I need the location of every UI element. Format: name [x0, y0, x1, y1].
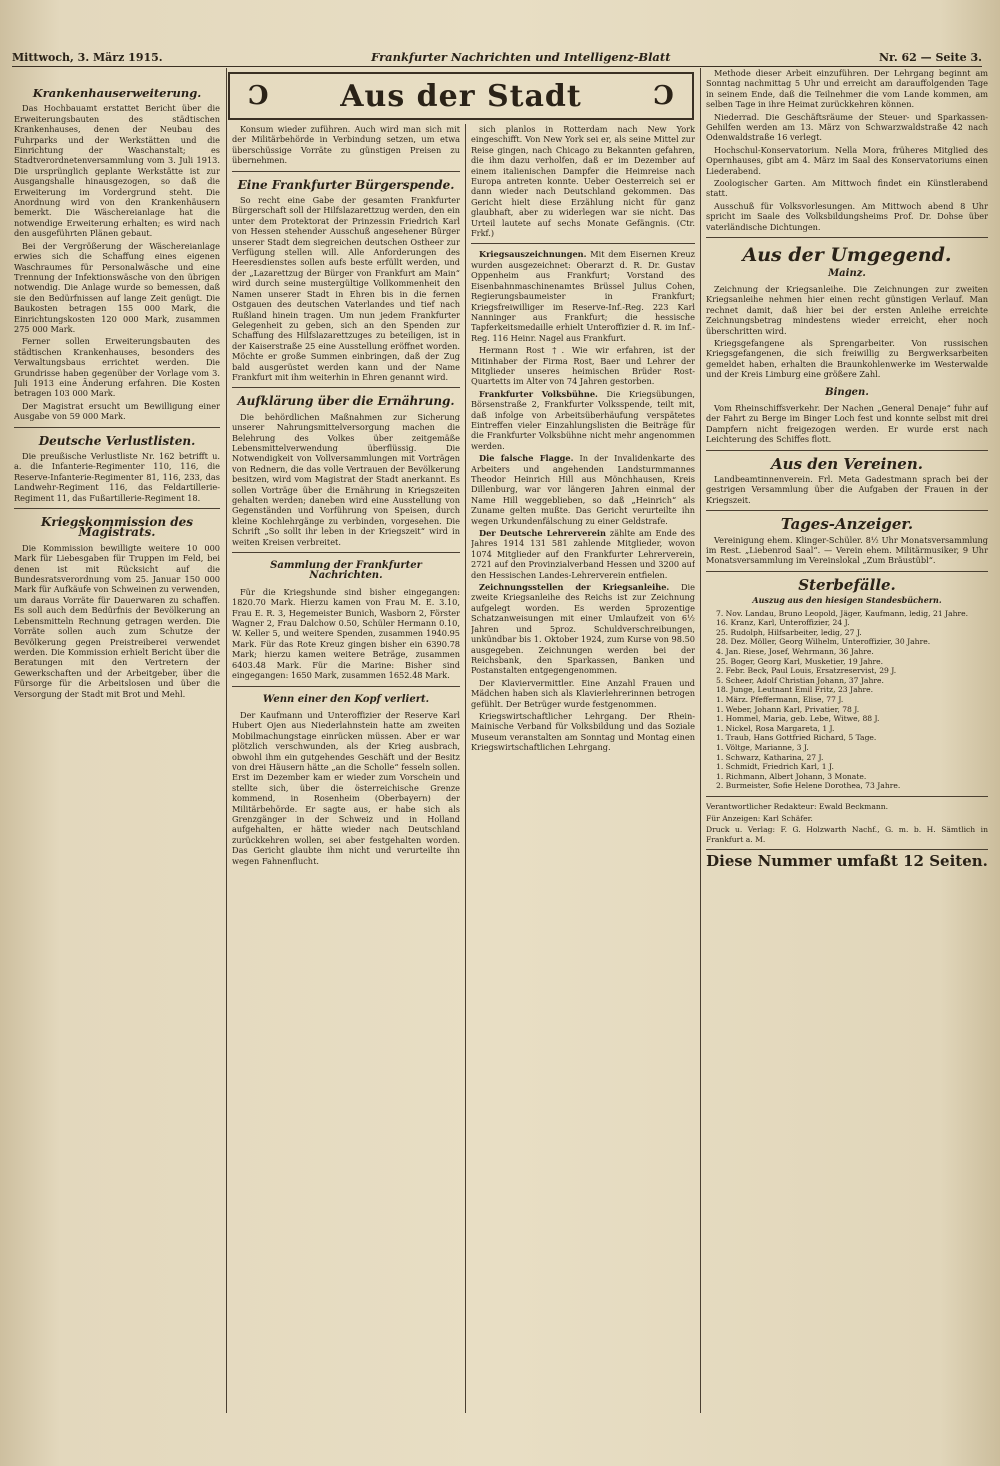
subheading: Bingen.: [825, 386, 869, 398]
article-heading: Aufklärung über die Ernährung.: [237, 394, 455, 409]
article-text: Bei der Vergrößerung der Wäschereianlage erwies sich die Schaffung eines eigenen Waschraumes für Personalwäsche und eine Trennung der Infektionswäsche von den übrigen notwendig. Die Anlage wurde so bemessen, daß sie den Bedürfnissen auf lange Zeit genügt. Die Baukosten betragen 155 000 Mark, die Einrichtungskosten 120 000 Mark, zusammen 275 000 Mark.: [14, 240, 220, 334]
column-3: [471, 124, 695, 1413]
death-entry: 16. Kranz, Karl, Unteroffizier, 24 J.: [716, 618, 850, 628]
divider: [232, 387, 460, 388]
article-text: Hochschul-Konservatorium. Nella Mora, früheres Mitglied des Opernhauses, gibt am 4. März im Saal des Konservatoriums einen Liederabend.: [706, 144, 988, 176]
header-date: Mittwoch, 3. März 1915.: [12, 51, 163, 64]
imprint: Verantwortlicher Redakteur: Ewald Beckmann.: [706, 801, 889, 811]
death-entry: 1. Traub, Hans Gottfried Richard, 5 Tage.: [716, 733, 877, 743]
article-heading: Frankfurter Volksbühne.: [479, 388, 598, 399]
divider: [706, 849, 988, 850]
ornament-left-icon: Ɔ: [248, 81, 269, 111]
article-text: Ausschuß für Volksvorlesungen. Am Mittwoch abend 8 Uhr spricht im Saale des Volksbildungsheims Prof. Dr. Dohse über vaterländische Dichtungen.: [706, 200, 988, 232]
article-text: Der Kaufmann und Unteroffizier der Reserve Karl Hubert Ojen aus Niederlahnstein hatte am zweiten Mobilmachungstage einrücken müssen. Aber er war plötzlich verschwunden, als der Krieg ausbrach, obwohl ihm ein gutgehendes Geschäft und der Besitz von drei Häusern hätte „an die Scholle“ fesseln sollen. Erst im Dezember kam er wieder zum Vorschein und stellte sich, über die österreichische Grenze kommend, in Rosenheim (Oberbayern) der Militärbehörde. Er sagte aus, er habe sich als Grenzgänger in der Schweiz und in Holland aufgehalten, er hätte wieder nach Deutschland zurückkehren wollen, sei aber festgehalten worden. Das Gericht glaubte ihm nicht und verurteilte ihn wegen Fahnenflucht.: [232, 709, 460, 866]
article-text: Kriegsgefangene als Sprengarbeiter. Von russischen Kriegsgefangenen, die sich freiwillig zu Bergwerksarbeiten gemeldet haben, erhalten die Braunkohlenwerke im Westerwalde und der Kreis Limburg eine größere Zahl.: [706, 337, 988, 380]
imprint: Für Anzeigen: Karl Schäfer.: [706, 813, 813, 823]
article-heading: Die falsche Flagge.: [479, 453, 574, 464]
masthead: Frankfurter Nachrichten und Intelligenz-Blatt: [371, 50, 671, 64]
page-number: Nr. 62 — Seite 3.: [879, 51, 982, 64]
death-entry: 1. Schwarz, Katharina, 27 J.: [716, 752, 824, 762]
article-text: Für die Kriegshunde sind bisher eingegangen: 1820.70 Mark. Hierzu kamen von Frau M. E. 3.10, Frau E. R. 3, Hegemeister Bunich, Wasborn 2, Förster Wagner 2, Frau Dalchow 0.50, Schüler Hermann 0.10, W. Keller 5, und weitere Spenden, zusammen 1940.95 Mark. Für das Rote Kreuz gingen bisher ein 6390.78 Mark; hierzu kamen weitere Beträge, zusammen 6403.48 Mark. Für die Marine: Bisher sind eingegangen: 1650 Mark, zusammen 1652.48 Mark.: [232, 586, 460, 681]
imprint: Druck u. Verlag: F. G. Holzwarth Nachf., G. m. b. H. Sämtlich in Frankfurt a. M.: [706, 825, 988, 844]
article-heading: Sammlung der Frankfurter Nachrichten.: [270, 560, 422, 582]
divider: [232, 686, 460, 687]
subheading: Auszug aus den hiesigen Standesbüchern.: [752, 595, 942, 606]
column-1: [14, 68, 220, 1413]
column-4: [706, 68, 988, 1413]
article-text: Landbeamtinnenverein. Frl. Meta Gadestmann sprach bei der gestrigen Versammlung über die Aufgaben der Frauen in der Kriegszeit.: [706, 474, 988, 505]
section-heading: Aus der Umgegend.: [742, 244, 952, 267]
death-list: [706, 609, 988, 791]
divider: [14, 508, 220, 509]
page-count-note: Diese Nummer umfaßt 12 Seiten.: [706, 852, 988, 871]
article-heading: Der Deutsche Lehrerverein: [479, 528, 606, 539]
death-entry: 4. Jan. Riese, Josef, Wehrmann, 36 Jahre.: [716, 647, 874, 657]
article-text: Die zweite Kriegsanleihe des Reichs ist zur Zeichnung aufgelegt worden. Es werden 5prozentige Schatzanweisungen mit einer Umlaufzeit von 6½ Jahren und 5proz. Schuldverschreibungen, unkündbar bis 1. Oktober 1924, zum Kurse von 98.50 ausgegeben. Zeichnungen werden bei der Reichsbank, den Sparkassen, Banken und Postanstalten entgegengenommen.: [471, 582, 695, 676]
article-text: Das Hochbauamt erstattet Bericht über die Erweiterungsbauten des städtischen Krankenhauses, denen der Neubau des Fuhrparks und der Werkstätten und die Einrichtung der Waschanstalt; es Stadtverordnetenversammlung vom 3. Juli 1913. Die ursprünglich geplante Werkstätte ist zur Ausgangshalle hinausgezogen, so daß die Erweiterung im Vordergrund steht. Die Anordnung wird von den Krankenhäusern bemerkt. Die Wäschereianlage hat die notwendige Erweiterung erhalten; es wird nach den ausgeführten Plänen gebaut.: [14, 103, 220, 239]
divider: [232, 171, 460, 172]
divider: [706, 571, 988, 572]
death-entry: 1. Richmann, Albert Johann, 3 Monate.: [716, 771, 867, 781]
death-entry: 25. Rudolph, Hilfsarbeiter, ledig, 27 J.: [716, 627, 862, 637]
death-entry: 18. Junge, Leutnant Emil Fritz, 23 Jahre.: [716, 685, 874, 695]
divider: [706, 510, 988, 511]
divider: [14, 427, 220, 428]
death-entry: 1. Schmidt, Friedrich Karl, 1 J.: [716, 762, 834, 772]
section-banner: [228, 72, 694, 120]
divider: [232, 552, 460, 553]
article-text: Mit dem Eisernen Kreuz wurden ausgezeichnet: Oberarzt d. R. Dr. Gustav Oppenheim aus Frankfurt; Vorstand des Eisenbahnmaschinenamtes Brüssel Julius Cohen, Regierungsbaumeister in Frankfurt; Kriegsfreiwilliger im Reserve-Inf.-Reg. 223 Karl Nanninger aus Frankfurt; die hessische Tapferkeitsmedaille erhielt Unteroffizier d. R. im Inf.-Reg. 116 Heinr. Nagel aus Frankfurt.: [471, 249, 695, 343]
ornament-right-icon: Ɔ: [653, 81, 674, 111]
divider: [706, 237, 988, 238]
article-text: Ferner sollen Erweiterungsbauten des städtischen Krankenhauses, besonders des Verwaltungsbaus errichtet werden. Die Grundrisse haben gegenüber der Vorlage vom 3. Juli 1913 eine Änderung erfahren. Die Kosten betragen 103 000 Mark.: [14, 336, 220, 399]
article-text: zählte am Ende des Jahres 1914 131 581 zahlende Mitglieder, wovon 1074 Mitglieder auf den Frankfurter Lehrerverein, 2721 auf den Provinzialverband Hessen und 3200 auf den Hessischen Landes-Lehrerverein entfielen.: [471, 528, 695, 580]
article-text: Zeichnung der Kriegsanleihe. Die Zeichnungen zur zweiten Kriegsanleihe nehmen hier einen recht günstigen Verlauf. Man rechnet damit, daß hier bei der ersten Anleihe erreichte Zeichnungsbetrag mindestens wieder erreicht, eher noch überschritten wird.: [706, 283, 988, 336]
death-entry: 5. Scheer, Adolf Christian Johann, 37 Jahre.: [716, 675, 884, 685]
death-entry: 1. Nickel, Rosa Margareta, 1 J.: [716, 723, 835, 733]
article-heading: Eine Frankfurter Bürgerspende.: [237, 177, 455, 192]
death-entry: 2. Febr. Beck, Paul Louis, Ersatzreservist, 29 J.: [716, 666, 897, 676]
subheading: Mainz.: [828, 267, 866, 279]
article-text: sich planlos in Rotterdam nach New York eingeschifft. Von New York sei er, als seine Mittel zur Reise gingen, nach Chicago zu Bekannten gefahren, die ihm dazu verholfen, daß er im Dezember auf einem italienischen Dampfer die Heimreise nach Europa antreten konnte. Ueber Oesterreich sei er dann wieder nach Deutschland gekommen. Das Gericht hielt diese Erzählung nicht für ganz glaubhaft, aber zu widerlegen war sie nicht. Das Urteil lautete auf sechs Monate Gefängnis. (Ctr. Frkf.): [471, 124, 695, 239]
article-heading: Zeichnungsstellen der Kriegsanleihe.: [479, 582, 670, 593]
article-text: In der Invalidenkarte des Arbeiters und angehenden Landsturmmannes Theodor Heinrich Hill aus Mönchhausen, Kreis Dillenburg, war vor längeren Jahren einmal der Name Hill weggeblieben, so daß „Heinrich“ als Zuname gelten mußte. Das Gericht verurteilte ihn wegen Urkundenfälschung zu einer Geldstrafe.: [471, 453, 695, 526]
section-heading: Tages-Anzeiger.: [780, 515, 914, 534]
article-text: Die preußische Verlustliste Nr. 162 betrifft u. a. die Infanterie-Regimenter 110, 116, die Reserve-Infanterie-Regimenter 81, 116, 233, das Landwehr-Regiment 116, das Feldartillerie-Regiment 11, das Fußartillerie-Regiment 18.: [14, 451, 220, 503]
divider: [706, 450, 988, 451]
article-text: Die Kommission bewilligte weitere 10 000 Mark für Liebesgaben für Truppen im Feld, bei denen ist mit Rücksicht auf die Bundesratsverordnung vom 25. Januar 150 000 Mark für Aufkäufe von Schweinen zu verwenden, um daraus Vorräte für Dauerwaren zu schaffen. Es soll auch dem Bedürfnis der Bevölkerung an Lebensmitteln Rechnung getragen werden. Die Vorräte sollen auch zum Schutze der Bevölkerung gegen Preistreiberei verwendet werden. Die Kommission erhielt Bericht über die Beratungen mit den Vertretern der Gewerkschaften und der Arbeitgeber, über die Fürsorge für die Arbeitslosen und über die Versorgung der Stadt mit Brot und Mehl.: [14, 542, 220, 699]
article-text: Kriegswirtschaftlicher Lehrgang. Der Rhein-Mainische Verband für Volksbildung und das Soziale Museum veranstalten am Sonntag und Montag einen Kriegswirtschaftlichen Lehrgang.: [471, 710, 695, 753]
article-heading: Wenn einer den Kopf verliert.: [262, 693, 430, 705]
section-heading: Aus den Vereinen.: [771, 454, 923, 473]
article-text: Zoologischer Garten. Am Mittwoch findet ein Künstlerabend statt.: [706, 178, 988, 199]
section-title: Aus der Stadt: [340, 78, 582, 114]
column-rule: [700, 68, 701, 1413]
article-text: Hermann Rost †. Wie wir erfahren, ist der Mitinhaber der Firma Rost, Baer und Lehrer der Mitglieder unseres heimischen Brüder Rost-Quartetts im Alter von 74 Jahren gestorben.: [471, 345, 695, 387]
page-header: [12, 46, 982, 67]
article-text: Der Magistrat ersucht um Bewilligung einer Ausgabe von 59 000 Mark.: [14, 400, 220, 422]
column-2: [232, 124, 460, 1413]
divider: [471, 243, 695, 244]
death-entry: 2. Burmeister, Sofie Helene Dorothea, 73 Jahre.: [716, 781, 901, 791]
column-rule: [226, 68, 227, 1413]
death-entry: 7. Nov. Landau, Bruno Leopold, Jäger, Kaufmann, ledig, 21 Jahre.: [716, 608, 969, 618]
section-heading: Sterbefälle.: [798, 575, 896, 594]
article-text: Die Kriegsübungen, Börsenstraße 2, Frankfurter Volksspende, teilt mit, daß infolge von Arbeitsüberhäufung verspätetes Eintreffen vieler Einzahlungslisten die Beiträge für die Frankfurter Volksbühne nicht mehr angenommen werden.: [471, 388, 695, 451]
article-text: So recht eine Gabe der gesamten Frankfurter Bürgerschaft soll der Hilfslazarettzug werden, den ein unter dem Protektorat der Prinzessin Friedrich Karl von Hessen stehender Ausschuß angesehener Bürger unserer Stadt dem siegreichen deutschen Ostheer zur Verfügung stellen will. Alle Anforderungen des Heeresdienstes sollen aufs beste erfüllt werden, und der „Lazarettzug der Bürger von Frankfurt am Main“ wird durch seine mustergültige Vollkommenheit den Namen unserer Stadt in Ehren bis in die fernen Ostgauen des deutschen Vaterlandes und tief nach Rußland hinein tragen. Um nun jedem Frankfurter Gelegenheit zu geben, sich an den Spenden zur Schaffung des Hilfslazarettzuges zu beteiligen, ist in der Kaiserstraße 25 eine Ausstellung eröffnet worden. Möchte er große Summen einbringen, daß der Zug bald ausgerüstet werden kann und der Name Frankfurt mit ihm weiterhin in Ehren genannt wird.: [232, 195, 460, 382]
article-heading: Krankenhauserweiterung.: [32, 86, 202, 100]
article-text: Vereinigung ehem. Klinger-Schüler. 8½ Uhr Monatsversammlung im Rest. „Liebenrod Saal“. — Verein ehem. Militärmusiker, 9 Uhr Monatsversammlung im Vereinslokal „Zum Bräustübl“.: [706, 534, 988, 566]
article-text: Niederrad. Die Geschäftsräume der Steuer- und Sparkassen-Gehilfen werden am 13. März von Schwarzwaldstraße 42 nach Odenwaldstraße 16 verlegt.: [706, 111, 988, 143]
article-text: Die behördlichen Maßnahmen zur Sicherung unserer Nahrungsmittelversorgung machen die Belehrung des Volkes über zeitgemäße Lebensmittelverwendung überflüssig. Die Notwendigkeit von Vollversammlungen mit Vorträgen von Rednern, die das volle Vertrauen der Bevölkerung besitzen, wird vom Magistrat der Stadt anerkannt. Es sollen Vorträge über die Ernährung in Kriegszeiten gehalten werden; daneben wird eine Ausstellung von Gegenständen und Vorführung von Speisen, durch kleine Kochlehrgänge zu verbinden, vorgesehen. Die Schrift „So sollt ihr leben in der Kriegszeit“ wird in weiten Kreisen verbreitet.: [232, 411, 460, 547]
death-entry: 1. Weber, Johann Karl, Privatier, 78 J.: [716, 704, 860, 714]
article-text: Vom Rheinschiffsverkehr. Der Nachen „General Denaje“ fuhr auf der Fahrt zu Berge im Binger Loch fest und konnte selbst mit drei Dampfern nicht freigezogen werden. Er wurde erst nach Leichterung des Schiffes flott.: [706, 402, 988, 445]
death-entry: 1. Völtge, Marianne, 3 J.: [716, 742, 809, 752]
article-heading: Kriegskommission des Magistrats.: [40, 515, 194, 540]
death-entry: 1. März. Pfeffermann, Elise, 77 J.: [716, 695, 844, 704]
death-entry: 28. Dez. Möller, Georg Wilhelm, Unteroffizier, 30 Jahre.: [716, 637, 931, 647]
death-entry: 1. Hommel, Maria, geb. Lebe, Witwe, 88 J.: [716, 714, 880, 724]
article-heading: Deutsche Verlustlisten.: [38, 433, 196, 448]
article-text: Der Klaviervermittler. Eine Anzahl Frauen und Mädchen haben sich als Klavierlehrerinnen betrogen gefühlt. Der Betrüger wurde festgenommen.: [471, 677, 695, 709]
column-rule: [465, 124, 466, 1413]
divider: [706, 796, 988, 797]
article-heading: Kriegsauszeichnungen.: [479, 249, 587, 260]
death-entry: 25. Boger, Georg Karl, Musketier, 19 Jahre.: [716, 656, 884, 666]
article-text: Konsum wieder zuführen. Auch wird man sich mit der Militärbehörde in Verbindung setzen, um etwa überschüssige Vorräte zu günstigen Preisen zu übernehmen.: [232, 124, 460, 166]
article-text: Methode dieser Arbeit einzuführen. Der Lehrgang beginnt am Sonntag nachmittag 5 Uhr und erreicht am darauffolgenden Tage in seinem Ende, daß die Teilnehmer die vom Lande kommen, am selben Tage in ihre Heimat zurückkehren können.: [706, 68, 988, 110]
